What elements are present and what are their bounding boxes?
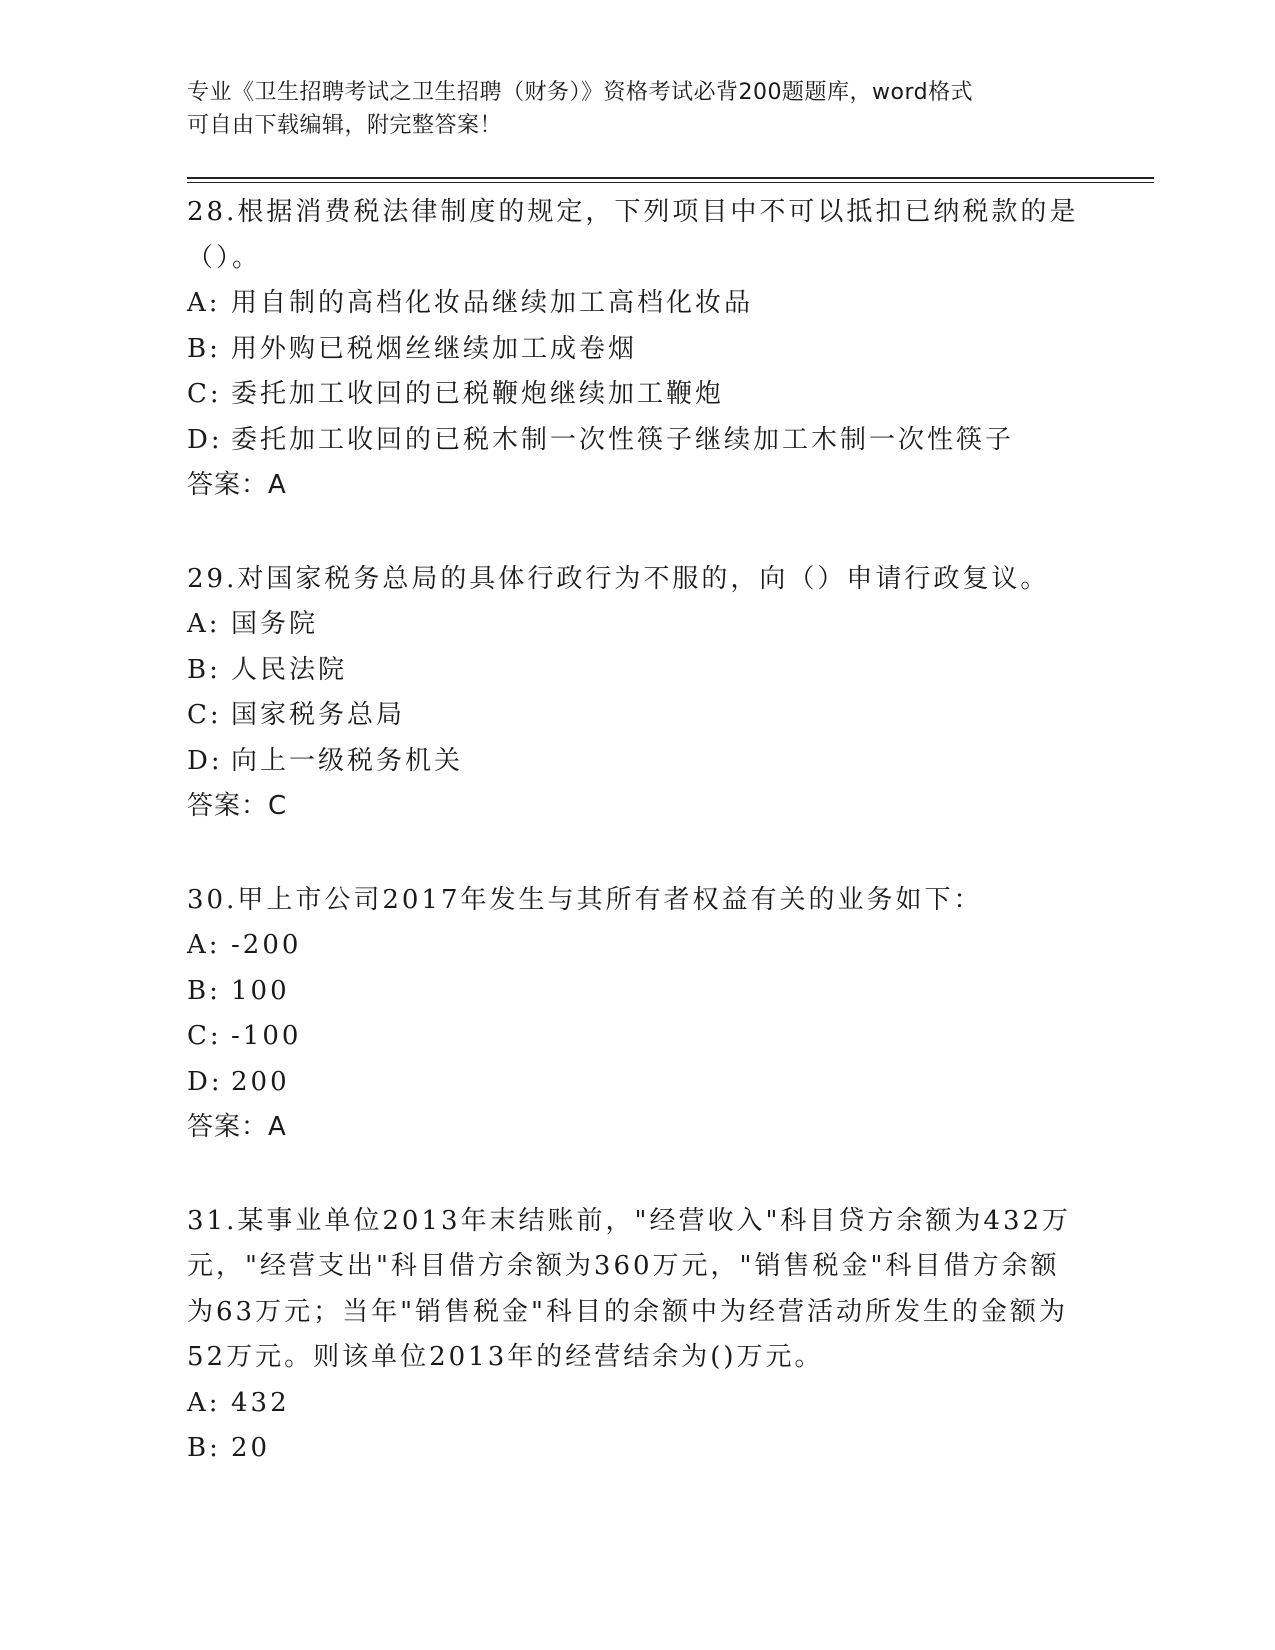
question-stem-line: （）。 [187, 242, 262, 273]
option-text: 432 [231, 1387, 290, 1418]
option-key: D: [187, 1066, 223, 1097]
answer-option [187, 1426, 1087, 1472]
header-title-line-1: 专业《卫生招聘考试之卫生招聘（财务）》资格考试必背200题题库，word格式 [187, 80, 974, 105]
question-list [187, 190, 1087, 1520]
question-stem-line: 29.对国家税务总局的具体行政行为不服的，向（）申请行政复议。 [187, 563, 1050, 594]
answer-option [187, 281, 1087, 327]
answer-option [187, 418, 1087, 464]
question-stem-line: 52万元。则该单位2013年的经营结余为()万元。 [187, 1342, 824, 1372]
answer-option [187, 602, 1087, 648]
option-text: 委托加工收回的已税木制一次性筷子继续加工木制一次性筷子 [231, 424, 1015, 455]
question-block [187, 1199, 1087, 1472]
option-key: D: [187, 745, 223, 776]
answer-key: 答案：A [187, 470, 287, 500]
option-text: 人民法院 [231, 654, 348, 685]
option-text: 向上一级税务机关 [231, 745, 464, 776]
answer-key: 答案：C [187, 791, 288, 821]
option-key: A: [187, 288, 221, 318]
option-key: B: [187, 1433, 221, 1463]
option-text: 20 [231, 1433, 271, 1463]
option-text: 100 [231, 975, 290, 1006]
question-stem-line: 31.某事业单位2013年末结账前，"经营收入"科目贷方余额为432万 [187, 1205, 1072, 1236]
option-text: 国家税务总局 [231, 700, 406, 730]
question-block [187, 557, 1087, 830]
question-block [187, 190, 1087, 509]
header-divider-thick [187, 177, 1154, 179]
answer-option [187, 693, 1087, 739]
option-text: -100 [231, 1021, 302, 1051]
option-key: A: [187, 609, 221, 639]
answer-option [187, 372, 1087, 418]
option-key: B: [187, 333, 221, 364]
answer-option [187, 739, 1087, 785]
option-text: 委托加工收回的已税鞭炮继续加工鞭炮 [231, 379, 725, 409]
answer-option [187, 1381, 1087, 1427]
option-key: C: [187, 700, 222, 730]
option-text: 用外购已税烟丝继续加工成卷烟 [231, 333, 638, 364]
question-stem-line: 元，"经营支出"科目借方余额为360万元，"销售税金"科目借方余额 [187, 1251, 1060, 1281]
answer-option [187, 1014, 1087, 1060]
option-key: A: [187, 930, 221, 960]
header-divider-thin [187, 182, 1154, 183]
option-key: C: [187, 379, 222, 409]
answer-option [187, 1060, 1087, 1106]
option-key: B: [187, 975, 221, 1006]
option-key: A: [187, 1387, 221, 1418]
option-text: 用自制的高档化妆品继续加工高档化妆品 [231, 288, 754, 318]
question-block [187, 878, 1087, 1151]
answer-option [187, 327, 1087, 373]
question-stem-line: 为63万元；当年"销售税金"科目的余额中为经营活动所发生的金额为 [187, 1296, 1069, 1327]
option-text: -200 [231, 930, 302, 960]
option-key: D: [187, 424, 223, 455]
question-stem-line: 30.甲上市公司2017年发生与其所有者权益有关的业务如下： [187, 884, 983, 915]
answer-option [187, 923, 1087, 969]
option-text: 国务院 [231, 609, 319, 639]
answer-key: 答案：A [187, 1112, 287, 1142]
option-key: B: [187, 654, 221, 685]
header-title-line-2: 可自由下载编辑，附完整答案！ [187, 113, 503, 138]
option-key: C: [187, 1021, 222, 1051]
answer-option [187, 648, 1087, 694]
option-text: 200 [231, 1066, 290, 1097]
document-header [187, 76, 1087, 142]
answer-option [187, 969, 1087, 1015]
question-stem-line: 28.根据消费税法律制度的规定，下列项目中不可以抵扣已纳税款的是 [187, 197, 1079, 227]
